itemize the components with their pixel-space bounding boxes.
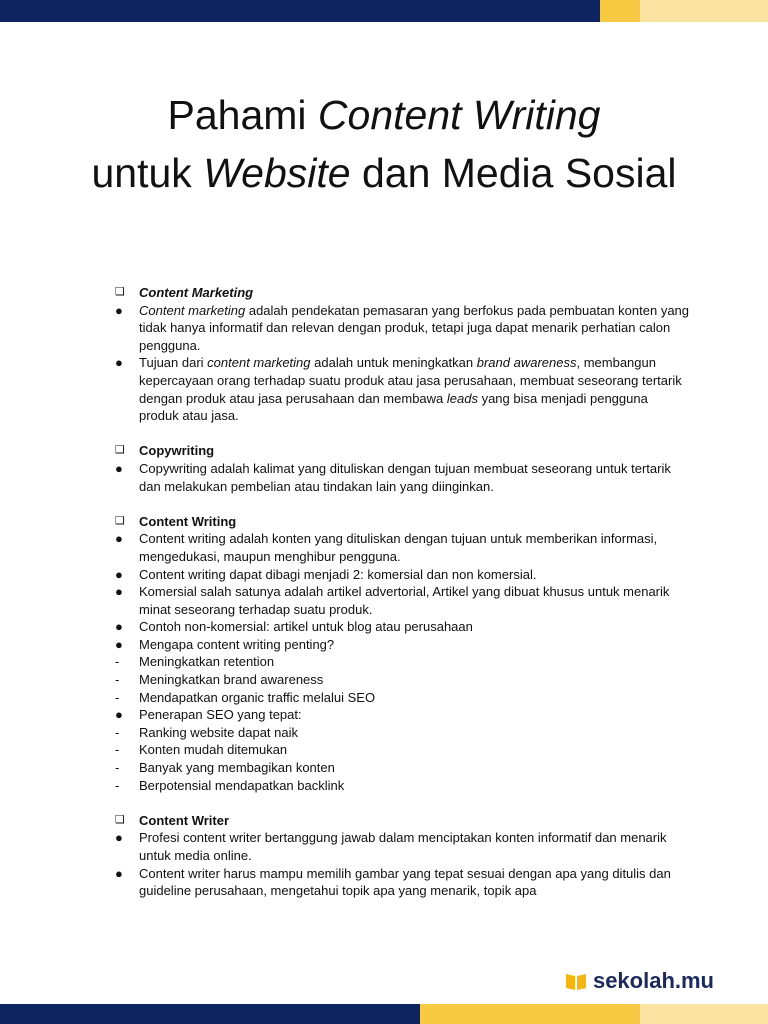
item-text-italic: content marketing bbox=[207, 355, 311, 371]
document-body bbox=[115, 284, 690, 917]
bottom-bar-light-gold bbox=[640, 1004, 768, 1024]
checkbox-square-icon: ❑ bbox=[115, 514, 125, 527]
item-text: Penerapan SEO yang tepat: bbox=[139, 707, 302, 723]
item-text: Ranking website dapat naik bbox=[139, 724, 298, 740]
list-item bbox=[115, 671, 690, 689]
section-content-writer bbox=[115, 812, 690, 900]
dash-icon: - bbox=[115, 724, 120, 740]
bullet-icon: ● bbox=[115, 830, 123, 846]
item-text: Meningkatkan brand awareness bbox=[139, 672, 324, 688]
bullet-icon: ● bbox=[115, 355, 123, 371]
item-text bbox=[139, 354, 690, 424]
item-text: Copywriting adalah kalimat yang dituliskan dengan tujuan membuat seseorang untuk tertarik dan melakukan pembelian atau tindakan lain yang diinginkan. bbox=[139, 460, 671, 494]
item-text: Content writer harus mampu memilih gambar yang tepat sesuai dengan apa yang ditulis dan guideline perusahaan, mengetahui topik apa yang menarik, topik apa bbox=[139, 865, 671, 899]
heading-content-marketing: Content Marketing bbox=[139, 285, 254, 300]
item-text-regular: adalah pendekatan pemasaran yang berfokus pada pembuatan konten yang tidak hanya informatif dan relevan dengan produk, tetapi juga dapat menarik perhatian calon pengguna. bbox=[139, 302, 690, 353]
section-content-marketing bbox=[115, 284, 690, 425]
item-text-italic: brand awareness bbox=[476, 355, 577, 371]
bottom-bar-gold bbox=[420, 1004, 640, 1024]
dash-icon: - bbox=[115, 777, 120, 793]
list-item bbox=[115, 777, 690, 795]
item-text: Konten mudah ditemukan bbox=[139, 742, 288, 758]
list-item bbox=[115, 724, 690, 742]
list-item bbox=[115, 829, 690, 864]
section-content-writing bbox=[115, 513, 690, 795]
list-item bbox=[115, 460, 690, 495]
item-text: Banyak yang membagikan konten bbox=[139, 760, 335, 776]
item-text-regular: yang bisa menjadi pengguna produk atau jasa. bbox=[139, 390, 648, 424]
checkbox-square-icon: ❑ bbox=[115, 286, 125, 298]
bullet-icon: ● bbox=[115, 865, 123, 881]
bullet-icon: ● bbox=[115, 636, 123, 652]
logo-text: sekolah.mu bbox=[592, 968, 714, 993]
section-heading bbox=[115, 513, 690, 531]
section-heading bbox=[115, 284, 690, 302]
list-item bbox=[115, 865, 690, 900]
item-text: Meningkatkan retention bbox=[139, 654, 275, 670]
item-text: Mengapa content writing penting? bbox=[139, 636, 335, 652]
sekolahmu-logo bbox=[565, 968, 714, 994]
dash-icon: - bbox=[115, 689, 120, 705]
item-text-italic: leads bbox=[446, 390, 478, 406]
list-item bbox=[115, 741, 690, 759]
top-bar-navy bbox=[0, 0, 600, 22]
item-text: Mendapatkan organic traffic melalui SEO bbox=[139, 689, 376, 705]
top-bar-light-gold bbox=[640, 0, 768, 22]
list-item bbox=[115, 653, 690, 671]
checkbox-square-icon: ❑ bbox=[115, 444, 125, 457]
list-item bbox=[115, 636, 690, 654]
item-text-regular: adalah untuk meningkatkan bbox=[310, 355, 477, 371]
bullet-icon: ● bbox=[115, 707, 123, 723]
item-text: Berpotensial mendapatkan backlink bbox=[139, 777, 345, 793]
item-text bbox=[139, 302, 690, 355]
heading-copywriting: Copywriting bbox=[139, 443, 215, 459]
list-item bbox=[115, 689, 690, 707]
item-text-italic: Content marketing bbox=[139, 302, 246, 318]
bullet-icon: ● bbox=[115, 619, 123, 635]
bottom-bar-navy bbox=[0, 1004, 420, 1024]
bullet-icon: ● bbox=[115, 460, 123, 476]
section-heading bbox=[115, 812, 690, 830]
list-item bbox=[115, 618, 690, 636]
title-part4: Website bbox=[203, 150, 351, 196]
heading-content-writer: Content Writer bbox=[139, 812, 230, 828]
dash-icon: - bbox=[115, 742, 120, 758]
dash-icon: - bbox=[115, 672, 120, 688]
list-item bbox=[115, 530, 690, 565]
item-text: Content writing adalah konten yang dituliskan dengan tujuan untuk memberikan informasi, mengedukasi, maupun menghibur pengguna. bbox=[139, 531, 658, 564]
bullet-icon: ● bbox=[115, 584, 123, 600]
item-text: Profesi content writer bertanggung jawab dalam menciptakan konten informatif dan menarik untuk media online. bbox=[139, 830, 667, 863]
title-part1: Pahami bbox=[167, 92, 318, 138]
list-item bbox=[115, 354, 690, 424]
bullet-icon: ● bbox=[115, 531, 123, 547]
section-copywriting bbox=[115, 442, 690, 495]
title-part3: untuk bbox=[91, 150, 204, 196]
list-item bbox=[115, 566, 690, 584]
item-text-regular: Tujuan dari bbox=[139, 355, 208, 371]
dash-icon: - bbox=[115, 654, 120, 670]
item-text: Komersial salah satunya adalah artikel advertorial, Artikel yang dibuat khusus untuk menarik minat seseorang terhadap suatu produk. bbox=[139, 584, 670, 617]
checkbox-square-icon: ❑ bbox=[115, 813, 125, 826]
heading-content-writing: Content Writing bbox=[139, 513, 237, 529]
bullet-icon: ● bbox=[115, 302, 123, 318]
title-part2: Content Writing bbox=[317, 92, 601, 138]
bullet-icon: ● bbox=[115, 566, 123, 582]
list-item bbox=[115, 583, 690, 618]
page-title bbox=[60, 86, 708, 202]
item-text-regular: , membangun kepercayaan orang terhadap suatu produk atau jasa perusahaan, membuat seseorang tertarik dengan produk atau jasa perusahaan dan membawa bbox=[139, 355, 682, 406]
bottom-color-bar bbox=[0, 1004, 768, 1024]
top-color-bar bbox=[0, 0, 768, 22]
item-text: Content writing dapat dibagi menjadi 2: komersial dan non komersial. bbox=[139, 566, 537, 582]
dash-icon: - bbox=[115, 760, 120, 776]
list-item bbox=[115, 706, 690, 724]
top-bar-gold bbox=[600, 0, 640, 22]
list-item bbox=[115, 759, 690, 777]
item-text: Contoh non-komersial: artikel untuk blog atau perusahaan bbox=[139, 619, 473, 635]
book-icon bbox=[565, 970, 587, 992]
section-heading bbox=[115, 442, 690, 460]
title-part5: dan Media Sosial bbox=[350, 150, 677, 196]
list-item bbox=[115, 302, 690, 355]
